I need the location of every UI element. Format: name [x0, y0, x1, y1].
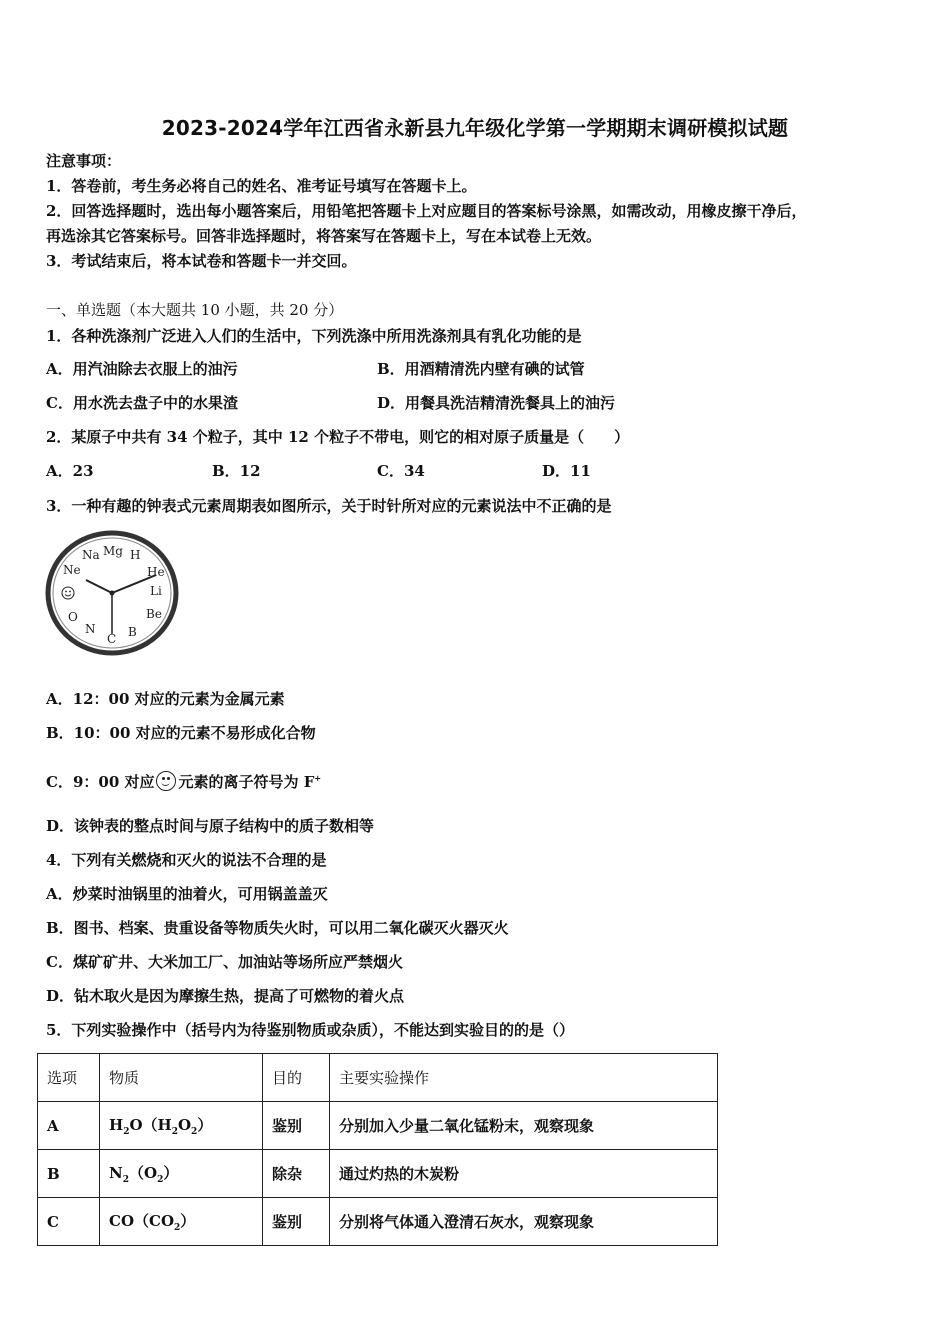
row-option: A: [38, 1102, 100, 1150]
clock-label-b: B: [128, 625, 137, 639]
row-goal: 鉴别: [263, 1198, 330, 1246]
q5-table: [37, 1053, 718, 1246]
q3-option-c-prefix: C．9：00 对应: [46, 773, 155, 791]
clock-label-li: Li: [150, 584, 162, 598]
clock-label-he: He: [147, 565, 165, 579]
row-substance: $CO(CO_2)$: [100, 1198, 263, 1246]
header-goal: 目的: [263, 1054, 330, 1102]
clock-label-c: C: [107, 632, 117, 646]
header-operation: 主要实验操作: [330, 1054, 718, 1102]
header-substance: 物质: [100, 1054, 263, 1102]
charge-sign: +: [314, 773, 322, 783]
q2-option-b: B．12: [212, 462, 261, 480]
q4-option-b: B．图书、档案、贵重设备等物质失火时，可以用二氧化碳灭火器灭火: [46, 919, 509, 937]
section-heading: 一、单选题（本大题共 10 小题，共 20 分）: [46, 301, 344, 319]
periodic-clock-figure: [44, 530, 180, 656]
clock-label-n: N: [85, 622, 96, 636]
q4-option-a: A．炒菜时油锅里的油着火，可用锅盖盖灭: [46, 885, 328, 903]
q1-option-b: B．用酒精清洗内壁有碘的试管: [377, 360, 585, 378]
q2-option-d: D．11: [542, 462, 591, 480]
row-goal: 鉴别: [263, 1102, 330, 1150]
q3-option-c: [46, 768, 321, 792]
q3-option-b: B．10：00 对应的元素不易形成化合物: [46, 724, 316, 742]
row-option: B: [38, 1150, 100, 1198]
q3-option-d: D．该钟表的整点时间与原子结构中的质子数相等: [46, 817, 375, 835]
q4-option-d: D．钻木取火是因为摩擦生热，提高了可燃物的着火点: [46, 987, 405, 1005]
clock-label-o: O: [68, 610, 78, 624]
notice-item: 3．考试结束后，将本试卷和答题卡一并交回。: [46, 252, 357, 270]
header-option: 选项: [38, 1054, 100, 1102]
clock-label-ne: Ne: [63, 563, 81, 577]
notice-heading: 注意事项：: [46, 152, 122, 170]
q3-stem: 3．一种有趣的钟表式元素周期表如图所示，关于时针所对应的元素说法中不正确的是: [46, 497, 612, 515]
q2-option-c: C．34: [377, 462, 425, 480]
table-header-row: [38, 1054, 718, 1102]
q1-option-c: C．用水洗去盘子中的水果渣: [46, 394, 238, 412]
smiley-icon: [156, 771, 176, 791]
row-operation: 通过灼热的木炭粉: [330, 1150, 718, 1198]
q1-stem: 1．各种洗涤剂广泛进入人们的生活中，下列洗涤中所用洗涤剂具有乳化功能的是: [46, 327, 582, 345]
table-row: [38, 1102, 718, 1150]
notice-item: 1．答卷前，考生务必将自己的姓名、准考证号填写在答题卡上。: [46, 177, 477, 195]
exam-title: 2023-2024学年江西省永新县九年级化学第一学期期末调研模拟试题: [161, 116, 789, 140]
table-row: [38, 1150, 718, 1198]
row-substance: $H_2O(H_2O_2)$: [100, 1102, 263, 1150]
q2-stem: 2．某原子中共有 34 个粒子，其中 12 个粒子不带电，则它的相对原子质量是（ ）: [46, 428, 630, 446]
table-row: [38, 1198, 718, 1246]
q5-stem: 5．下列实验操作中（括号内为待鉴别物质或杂质），不能达到实验目的的是（）: [46, 1021, 574, 1039]
clock-label-mg: Mg: [103, 544, 123, 558]
row-substance: $N_2(O_2)$: [100, 1150, 263, 1198]
row-goal: 除杂: [263, 1150, 330, 1198]
clock-label-na: Na: [82, 548, 100, 562]
notice-item: 再选涂其它答案标号。回答非选择题时，将答案写在答题卡上，写在本试卷上无效。: [46, 227, 602, 245]
clock-center: [110, 591, 115, 596]
clock-label-h: H: [130, 548, 141, 562]
q1-option-a: A．用汽油除去衣服上的油污: [46, 360, 238, 378]
q3-option-c-suffix: 元素的离子符号为 F: [178, 773, 315, 791]
q1-option-d: D．用餐具洗洁精清洗餐具上的油污: [377, 394, 616, 412]
clock-label-be: Be: [146, 607, 162, 621]
q4-stem: 4．下列有关燃烧和灭火的说法不合理的是: [46, 851, 327, 869]
q2-option-a: A．23: [46, 462, 94, 480]
row-operation: 分别将气体通入澄清石灰水，观察现象: [330, 1198, 718, 1246]
q4-option-c: C．煤矿矿井、大米加工厂、加油站等场所应严禁烟火: [46, 953, 403, 971]
notice-item: 2．回答选择题时，选出每小题答案后，用铅笔把答题卡上对应题目的答案标号涂黑，如需改动，用橡皮擦干净后，: [46, 202, 807, 220]
row-operation: 分别加入少量二氧化锰粉末，观察现象: [330, 1102, 718, 1150]
q3-option-a: A．12：00 对应的元素为金属元素: [46, 690, 285, 708]
row-option: C: [38, 1198, 100, 1246]
